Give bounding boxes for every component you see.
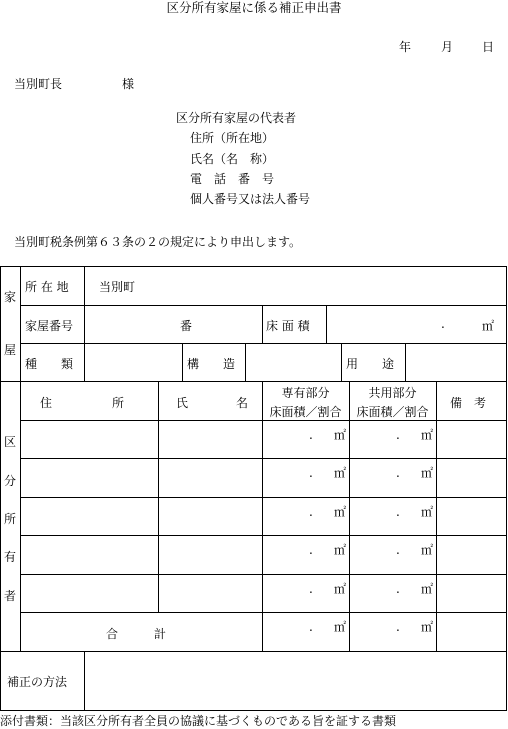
private-area-unit: ㎡ <box>334 466 347 480</box>
private-area-unit: ㎡ <box>334 620 347 634</box>
addressee-label: 当別町長 <box>14 77 63 91</box>
date-month: 月 <box>441 40 454 54</box>
representative-phone: 電 話 番 号 <box>190 172 275 186</box>
common-area-unit: ㎡ <box>421 582 434 596</box>
statement: 当別町税条例第６３条の２の規定により申出します。 <box>14 235 302 249</box>
owners-col-private-bottom: 床面積／割合 <box>269 405 342 419</box>
common-area-dot: . <box>396 582 400 596</box>
private-area-dot: . <box>309 543 313 557</box>
private-area-unit: ㎡ <box>334 505 347 519</box>
common-area-unit: ㎡ <box>421 620 434 634</box>
common-area-dot: . <box>396 620 400 634</box>
private-area-unit: ㎡ <box>334 428 347 442</box>
common-area-dot: . <box>396 543 400 557</box>
representative-name: 氏名（名 称） <box>190 152 275 166</box>
owners-col-address: 住 所 <box>40 396 125 410</box>
owners-col-remarks: 備 考 <box>450 396 487 410</box>
date-year: 年 <box>399 40 412 54</box>
floor-area-dot: . <box>441 317 445 331</box>
owners-col-private-top: 専有部分 <box>281 386 330 400</box>
owners-col-common-bottom: 床面積／割合 <box>356 405 429 419</box>
type-label: 種 類 <box>25 357 74 371</box>
common-area-unit: ㎡ <box>421 543 434 557</box>
common-area-unit: ㎡ <box>421 505 434 519</box>
floor-area-label: 床 面 積 <box>266 319 310 333</box>
addressee-honorific: 様 <box>122 77 135 91</box>
common-area-unit: ㎡ <box>421 466 434 480</box>
owners-col-name: 氏 名 <box>176 396 249 410</box>
private-area-dot: . <box>309 620 313 634</box>
total-label: 合 計 <box>106 627 167 641</box>
common-area-dot: . <box>396 505 400 519</box>
date-day: 日 <box>482 40 495 54</box>
private-area-dot: . <box>309 505 313 519</box>
use-label: 用 途 <box>346 357 395 371</box>
location-label: 所 在 地 <box>25 280 69 294</box>
house-section-label: 家 屋 <box>3 290 16 357</box>
floor-area-unit: ㎡ <box>482 319 495 333</box>
document-title: 区分所有家屋に係る補正申出書 <box>166 0 342 15</box>
correction-method-label: 補正の方法 <box>7 675 68 689</box>
private-area-dot: . <box>309 466 313 480</box>
private-area-unit: ㎡ <box>334 582 347 596</box>
common-area-dot: . <box>396 428 400 442</box>
representative-id-number: 個人番号又は法人番号 <box>190 192 311 206</box>
owners-col-common-top: 共用部分 <box>368 386 417 400</box>
private-area-unit: ㎡ <box>334 543 347 557</box>
house-number-label: 家屋番号 <box>25 319 74 333</box>
common-area-unit: ㎡ <box>421 428 434 442</box>
owners-section-label: 区 分 所 有 者 <box>3 435 16 603</box>
representative-heading: 区分所有家屋の代表者 <box>176 111 297 125</box>
location-value: 当別町 <box>99 280 136 294</box>
structure-label: 構 造 <box>187 357 236 371</box>
representative-address: 住所（所在地） <box>190 131 275 145</box>
private-area-dot: . <box>309 428 313 442</box>
attachment-note: 添付書類：当該区分所有者全員の協議に基づくものである旨を証する書類 <box>0 714 397 728</box>
house-number-suffix: 番 <box>180 319 193 333</box>
common-area-dot: . <box>396 466 400 480</box>
private-area-dot: . <box>309 582 313 596</box>
